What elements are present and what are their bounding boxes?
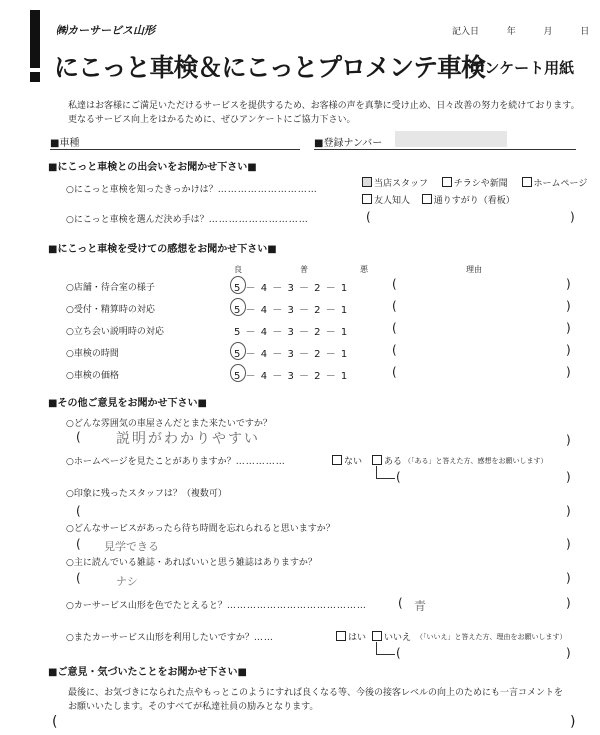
reason-close-2: ) — [566, 299, 571, 313]
rating-scale-1[interactable]: 5 － 4 － 3 － 2 － 1 — [234, 283, 349, 294]
s3-q2-close: ) — [566, 470, 571, 484]
s4-body-2: お願いいたします。そのすべてが私達社員の励みとなります。 — [68, 702, 319, 712]
reason-open-5: ( — [392, 365, 397, 379]
subtitle: アンケート用紙 — [470, 59, 575, 77]
plate-label: ■登録ナンバー — [314, 138, 383, 149]
plate-line — [314, 149, 576, 150]
s3-q7-yes[interactable]: はい — [336, 630, 366, 643]
s3-q3: ○印象に残ったスタッフは？（複数可） — [66, 489, 227, 499]
s3-a1-handwritten: 説明がわかりやすい — [116, 431, 260, 447]
s3-q4-open: ( — [76, 537, 81, 551]
s3-q5: ○主に読んでいる雑誌・あればいいと思う雑誌はありますか？ — [66, 558, 317, 568]
section4-title: ■ご意見・気づいたことをお聞かせ下さい■ — [48, 667, 247, 678]
s1-q2-open-paren: ( — [366, 210, 371, 224]
checkbox-icon[interactable] — [362, 194, 372, 204]
s3-q6-close: ) — [566, 596, 571, 610]
s3-q6: ○カーサービス山形を色でたとえると？…………………………………… — [66, 601, 367, 611]
s3-q2-open: ( — [396, 470, 401, 484]
s3-q7: ○またカーサービス山形を利用したいですか？…… — [66, 633, 274, 643]
s3-q4: ○どんなサービスがあったら待ち時間を忘れられると思いますか？ — [66, 524, 335, 534]
s3-q3-close: ) — [566, 504, 571, 518]
intro-line-1: 私達はお客様にご満足いただけるサービスを提供するため、お客様の声を真摯に受け止め、日々改善の努力を続けております。 — [68, 101, 580, 111]
rating-scale-5[interactable]: 5 － 4 － 3 － 2 － 1 — [234, 371, 349, 382]
checkbox-icon[interactable] — [422, 194, 432, 204]
s3-q6-open: ( — [398, 596, 403, 610]
s3-a6-handwritten: 青 — [414, 599, 427, 613]
option-homepage[interactable]: ホームページ — [522, 179, 588, 189]
s1-q2-close-paren: ) — [570, 210, 575, 224]
section2-title: ■にこっと車検を受けての感想をお聞かせ下さい■ — [48, 244, 277, 255]
reason-open-4: ( — [392, 343, 397, 357]
s1-q2: ○にこっと車検を選んだ決め手は？………………………… — [66, 215, 309, 225]
rating-item-2: ○受付・精算時の対応 — [66, 305, 155, 315]
s3-q1-open: ( — [76, 430, 81, 444]
s1-q1-options-row2 — [362, 193, 515, 206]
s3-q2-yes[interactable]: ある — [372, 454, 402, 467]
s3-q7-close: ) — [566, 646, 571, 660]
s3-q2-note: （「ある」と答えた方、感想をお願いします） — [404, 457, 548, 465]
s3-a5-handwritten: ナシ — [116, 575, 138, 588]
rating-scale-3[interactable]: 5 － 4 － 3 － 2 － 1 — [234, 327, 349, 338]
checkbox-icon[interactable] — [372, 455, 382, 465]
company-name: ㈱カーサービス山形 — [56, 24, 155, 37]
car-type-line — [50, 149, 300, 150]
s3-a4-handwritten: 見学できる — [104, 540, 159, 553]
rating-item-3: ○立ち会い説明時の対応 — [66, 327, 164, 337]
reason-close-3: ) — [566, 321, 571, 335]
scale-good: 良 — [234, 265, 242, 274]
s3-q2: ○ホームページを見たことがありますか？…………… — [66, 457, 286, 467]
option-passing[interactable]: 通りすがり（看板） — [422, 196, 515, 206]
s3-q7-no[interactable]: いいえ — [372, 630, 411, 643]
checkbox-icon[interactable] — [336, 631, 346, 641]
circle-mark-icon — [230, 298, 246, 316]
scale-bad: 悪 — [360, 265, 368, 274]
s3-q2-no[interactable]: ない — [332, 454, 362, 467]
branch-line-icon — [376, 466, 395, 479]
reason-close-5: ) — [566, 365, 571, 379]
entry-date: 記入日 年 月 日 — [452, 27, 590, 37]
option-friend[interactable]: 友人知人 — [362, 196, 410, 206]
scale-reason: 理由 — [466, 265, 482, 274]
s3-q1: ○どんな雰囲気の車屋さんだとまた来たいですか？ — [66, 419, 272, 429]
s4-open: ( — [52, 714, 58, 730]
s3-q5-open: ( — [76, 571, 81, 585]
circle-mark-icon — [230, 364, 246, 382]
reason-open-1: ( — [392, 277, 397, 291]
circle-mark-icon — [230, 342, 246, 360]
s4-body-1: 最後に、お気づきになられた点やもっとこのようにすれば良くなる等、今後の接客レベルの向上のためにも一言コメントを — [68, 688, 564, 698]
section1-title: ■にこっと車検との出会いをお聞かせ下さい■ — [48, 162, 257, 173]
s3-q3-open: ( — [76, 504, 81, 518]
s1-q1-options-row1 — [362, 176, 587, 189]
exclamation-dot-icon — [30, 72, 40, 82]
rating-item-5: ○車検の価格 — [66, 371, 119, 381]
branch-line-icon — [376, 642, 395, 655]
rating-scale-2[interactable]: 5 － 4 － 3 － 2 － 1 — [234, 305, 349, 316]
s3-q7-note: （「いいえ」と答えた方、理由をお願いします） — [416, 633, 567, 641]
car-type-label: ■車種 — [50, 138, 80, 149]
circle-mark-icon — [230, 276, 246, 294]
intro-line-2: 更なるサービス向上をはかるために、ぜひアンケートにご協力下さい。 — [68, 115, 356, 125]
reason-open-3: ( — [392, 321, 397, 335]
checkbox-icon[interactable] — [442, 177, 452, 187]
s4-close: ) — [570, 714, 576, 730]
s3-q4-close: ) — [566, 537, 571, 551]
rating-scale-4[interactable]: 5 － 4 － 3 － 2 － 1 — [234, 349, 349, 360]
exclamation-mark-icon — [30, 10, 40, 68]
option-staff[interactable]: 当店スタッフ — [362, 179, 428, 189]
plate-redacted — [395, 131, 507, 147]
s3-q1-close: ) — [566, 433, 571, 447]
s1-q1: ○にこっと車検を知ったきっかけは？………………………… — [66, 185, 318, 195]
checkbox-icon[interactable] — [372, 631, 382, 641]
s3-q7-open: ( — [396, 646, 401, 660]
checkbox-checked-icon[interactable] — [332, 455, 342, 465]
checkbox-icon[interactable] — [522, 177, 532, 187]
reason-close-4: ) — [566, 343, 571, 357]
main-title: にこっと車検＆にこっとプロメンテ車検 — [54, 53, 486, 82]
rating-item-1: ○店舗・待合室の様子 — [66, 283, 155, 293]
checkbox-checked-icon[interactable] — [362, 177, 372, 187]
rating-item-4: ○車検の時間 — [66, 349, 119, 359]
reason-open-2: ( — [392, 299, 397, 313]
reason-close-1: ) — [566, 277, 571, 291]
scale-normal: 普 — [300, 265, 308, 274]
section3-title: ■その他ご意見をお聞かせ下さい■ — [48, 398, 207, 409]
option-flyer[interactable]: チラシや新聞 — [442, 179, 508, 189]
s3-q5-close: ) — [566, 571, 571, 585]
